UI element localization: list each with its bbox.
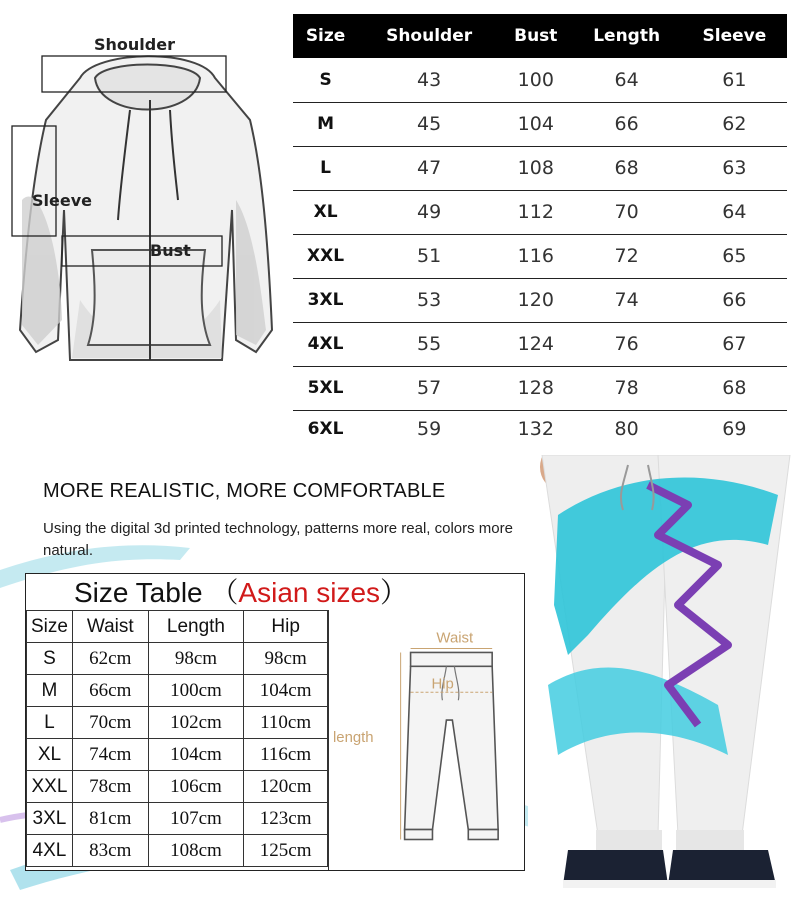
left-shoe <box>563 850 668 885</box>
size-cell: L <box>27 707 73 739</box>
pants-table-title <box>26 574 456 610</box>
shoulder-cell: 43 <box>358 58 500 102</box>
size-cell: M <box>27 675 73 707</box>
title-paren-open: （ <box>210 577 239 608</box>
shoulder-cell: 51 <box>358 234 500 278</box>
table-row <box>293 146 787 190</box>
shoulder-cell: 45 <box>358 102 500 146</box>
bust-cell: 112 <box>500 190 571 234</box>
sleeve-cell: 62 <box>682 102 787 146</box>
header-shoulder: Shoulder <box>358 14 500 58</box>
bust-cell: 120 <box>500 278 571 322</box>
hip-cell: 110cm <box>244 707 328 739</box>
bust-cell: 128 <box>500 366 571 410</box>
pants-size-table-box <box>25 573 525 871</box>
size-cell: S <box>293 58 358 102</box>
table-row <box>293 278 787 322</box>
waist-cell: 74cm <box>72 739 148 771</box>
shoulder-cell: 59 <box>417 418 442 441</box>
size-cell: S <box>27 643 73 675</box>
table-row <box>27 675 328 707</box>
bust-cell: 108 <box>500 146 571 190</box>
waist-cell: 62cm <box>72 643 148 675</box>
hip-cell: 116cm <box>244 739 328 771</box>
sleeve-cell: 66 <box>682 278 787 322</box>
model-photo <box>528 455 800 900</box>
length-cell: 72 <box>572 234 682 278</box>
size-cell: 6XL <box>307 419 344 440</box>
sleeve-cell: 61 <box>682 58 787 102</box>
size-cell: 5XL <box>293 366 358 410</box>
hip-cell: 120cm <box>244 771 328 803</box>
headline: MORE REALISTIC, MORE COMFORTABLE <box>43 480 446 502</box>
bust-cell: 100 <box>500 58 571 102</box>
bust-cell: 116 <box>500 234 571 278</box>
shoulder-cell: 49 <box>358 190 500 234</box>
length-cell: 74 <box>572 278 682 322</box>
size-cell: L <box>293 146 358 190</box>
length-cell: 64 <box>572 58 682 102</box>
table-header-row <box>293 14 787 58</box>
table-header-row <box>27 611 328 643</box>
length-cell: 106cm <box>148 771 244 803</box>
hip-cell: 104cm <box>244 675 328 707</box>
length-cell: 108cm <box>148 835 244 867</box>
table-row <box>293 410 787 448</box>
table-row <box>293 58 787 102</box>
header-size: Size <box>27 611 73 643</box>
waist-cell: 78cm <box>72 771 148 803</box>
length-cell: 102cm <box>148 707 244 739</box>
pants-size-table <box>26 610 328 867</box>
size-cell: 3XL <box>293 278 358 322</box>
hoodie-size-table <box>293 14 787 448</box>
waist-cell: 81cm <box>72 803 148 835</box>
right-cuff <box>676 830 744 850</box>
size-cell: 3XL <box>27 803 73 835</box>
bust-cell: 124 <box>500 322 571 366</box>
marketing-body: Using the digital 3d printed technology, patterns more real, colors more natural. <box>43 520 513 559</box>
right-shoe <box>668 850 776 885</box>
size-cell: XL <box>27 739 73 771</box>
table-row <box>27 643 328 675</box>
header-bust: Bust <box>500 14 571 58</box>
length-cell: 80 <box>614 418 639 441</box>
length-cell: 104cm <box>148 739 244 771</box>
shoulder-cell: 57 <box>358 366 500 410</box>
waist-cell: 70cm <box>72 707 148 739</box>
size-cell: XXL <box>27 771 73 803</box>
title-asian-sizes: Asian sizes <box>238 577 381 608</box>
left-cuff <box>596 830 662 850</box>
sleeve-cell: 65 <box>682 234 787 278</box>
table-row <box>293 102 787 146</box>
table-row <box>27 707 328 739</box>
length-cell: 100cm <box>148 675 244 707</box>
title-text: Size Table <box>73 577 203 608</box>
sleeve-cell: 67 <box>682 322 787 366</box>
size-cell: XL <box>293 190 358 234</box>
header-sleeve: Sleeve <box>682 14 787 58</box>
table-row <box>27 771 328 803</box>
shoulder-cell: 47 <box>358 146 500 190</box>
title-paren-close: ） <box>380 577 409 608</box>
length-label: length <box>332 728 374 746</box>
sleeve-cell: 63 <box>682 146 787 190</box>
size-cell: 4XL <box>293 322 358 366</box>
length-cell: 98cm <box>148 643 244 675</box>
table-row <box>27 803 328 835</box>
header-length: Length <box>572 14 682 58</box>
table-row <box>293 322 787 366</box>
header-size: Size <box>293 14 358 58</box>
length-cell: 70 <box>572 190 682 234</box>
pants-diagram <box>328 610 524 870</box>
bust-label: Bust <box>150 241 191 260</box>
bust-cell: 104 <box>500 102 571 146</box>
bust-cell: 132 <box>517 418 554 441</box>
size-cell: M <box>293 102 358 146</box>
shoulder-cell: 55 <box>358 322 500 366</box>
header-hip: Hip <box>244 611 328 643</box>
table-row <box>293 366 787 410</box>
sleeve-cell: 69 <box>722 418 747 441</box>
hip-cell: 98cm <box>244 643 328 675</box>
sleeve-cell: 64 <box>682 190 787 234</box>
length-cell: 107cm <box>148 803 244 835</box>
table-row <box>293 190 787 234</box>
size-cell: XXL <box>293 234 358 278</box>
waist-cell: 66cm <box>72 675 148 707</box>
shoulder-label: Shoulder <box>94 35 175 54</box>
length-cell: 78 <box>572 366 682 410</box>
header-waist: Waist <box>72 611 148 643</box>
table-row <box>293 234 787 278</box>
hip-cell: 123cm <box>244 803 328 835</box>
length-cell: 68 <box>572 146 682 190</box>
shoulder-cell: 53 <box>358 278 500 322</box>
sleeve-label: Sleeve <box>32 191 92 210</box>
hip-label: Hip <box>431 675 454 693</box>
hip-cell: 125cm <box>244 835 328 867</box>
length-cell: 76 <box>572 322 682 366</box>
waist-label: Waist <box>436 629 474 647</box>
table-row <box>27 835 328 867</box>
hoodie-diagram <box>0 0 300 440</box>
waist-cell: 83cm <box>72 835 148 867</box>
length-cell: 66 <box>572 102 682 146</box>
table-row <box>27 739 328 771</box>
sleeve-cell: 68 <box>682 366 787 410</box>
size-cell: 4XL <box>27 835 73 867</box>
header-length: Length <box>148 611 244 643</box>
